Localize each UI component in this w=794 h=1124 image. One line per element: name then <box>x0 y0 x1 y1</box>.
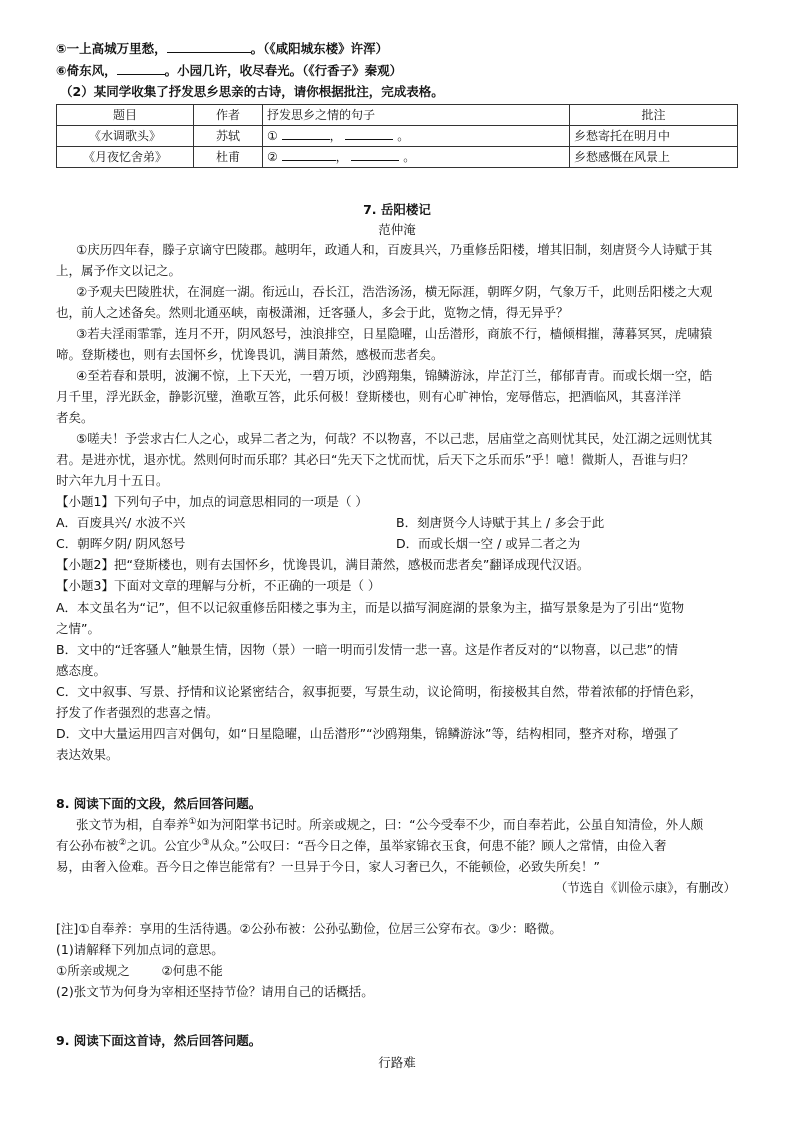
text-line: 张文节为相，自奉养①如为河阳掌书记时。所亲或规之，曰：“公今受奉不少，而自奉若此，公虽自知清俭，外人颇 <box>76 816 704 832</box>
text-line: 君。是进亦忧，退亦忧。然则何时而乐耶？其必曰“先天下之忧而忧，后天下之乐而乐”乎！噫！微斯人，吾谁与归？ <box>56 452 694 467</box>
answer-option-line: 抒发了作者强烈的悲喜之情。 <box>56 705 219 720</box>
question-2-prompt: （2）某同学收集了抒发思乡思亲的古诗，请你根据批注，完成表格。 <box>60 84 444 99</box>
subquestion-3: 【小题3】下面对文章的理解与分析，不正确的一项是（ ） <box>56 578 381 593</box>
header-author: 作者 <box>194 105 263 126</box>
cell-note: 乡愁感慨在风景上 <box>570 147 738 168</box>
text-line: ②予观夫巴陵胜状，在洞庭一湖。衔远山，吞长江，浩浩汤汤，横无际涯，朝晖夕阴，气象万千，此则岳阳楼之大观 <box>76 284 713 299</box>
cell-title: 《月夜忆舍弟》 <box>57 147 194 168</box>
text-line: 有公孙布被②之讥。公宜少③从众。”公叹曰：“吾今日之俸，虽举家锦衣玉食，何患不能？顾人之常情，由俭入奢 <box>56 837 667 853</box>
table-row <box>57 147 738 168</box>
text-line: 月千里，浮光跃金，静影沉璧，渔歌互答，此乐何极！登斯楼也，则有心旷神怡，宠辱偕忘，把酒临风，其喜洋洋 <box>56 389 682 404</box>
answer-blank[interactable] <box>117 62 165 75</box>
answer-option-line: 表达效果。 <box>56 747 119 762</box>
header-title: 题目 <box>57 105 194 126</box>
subquestion-1: (1)请解释下列加点词的意思。 <box>56 942 224 957</box>
text-line: ③若夫淫雨霏霏，连月不开，阴风怒号，浊浪排空，日星隐曜，山岳潜形，商旅不行，樯倾楫摧，薄暮冥冥，虎啸猿 <box>76 326 713 341</box>
fill-in-line-5: ⑤一上高城万里愁， 。（《咸阳城东楼》许浑） <box>56 41 389 56</box>
text-line: ④至若春和景明，波澜不惊，上下天光，一碧万顷，沙鸥翔集，锦鳞游泳，岸芷汀兰，郁郁青青。而或长烟一空，皓 <box>76 368 713 383</box>
table-header-row <box>57 105 738 126</box>
answer-blank[interactable] <box>282 148 336 161</box>
cell-sentence: ② ， 。 <box>263 147 570 168</box>
text-line: 啼。登斯楼也，则有去国怀乡，忧谗畏讥，满目萧然，感极而悲者矣。 <box>56 347 444 362</box>
text-line: ⑤嗟夫！予尝求古仁人之心，或异二者之为，何哉？不以物喜，不以己悲，居庙堂之高则忧其民，处江湖之远则忧其 <box>76 431 713 446</box>
subquestion-1: 【小题1】下列句子中，加点的词意思相同的一项是（ ） <box>56 494 368 509</box>
q8-heading: 8. 阅读下面的文段，然后回答问题。 <box>56 796 262 811</box>
answer-blank[interactable] <box>282 127 330 140</box>
text-line: 也，前人之述备矣。然则北通巫峡，南极潇湘，迁客骚人，多会于此，览物之情，得无异乎？ <box>56 305 569 320</box>
text-line: 易，由奢入俭难。吾今日之俸岂能常有？一旦异于今日，家人习奢已久，不能顿俭，必致失所矣！” <box>56 859 600 874</box>
option-b[interactable]: B．刻唐贤今人诗赋于其上 / 多会于此 <box>396 515 605 530</box>
header-sentence: 抒发思乡之情的句子 <box>263 105 570 126</box>
answer-option-line[interactable]: B．文中的“迁客骚人”触景生情，因物（景）一暗一明而引发情一悲一喜。这是作者反对的“以物喜，以己悲”的情 <box>56 642 678 657</box>
subquestion-2: 【小题2】把“登斯楼也，则有去国怀乡，忧谗畏讥，满目萧然，感极而悲者矣”翻译成现代汉语。 <box>56 557 590 572</box>
option-c[interactable]: C．朝晖夕阴/ 阴风怒号 <box>56 536 186 551</box>
cell-author: 苏轼 <box>194 126 263 147</box>
table-row <box>57 126 738 147</box>
text-line: 时六年九月十五日。 <box>56 473 169 488</box>
footnote-marker: ② <box>118 837 127 848</box>
subquestion-1-items: ①所亲或规之 ②何患不能 <box>56 963 223 978</box>
cell-note: 乡愁寄托在明月中 <box>570 126 738 147</box>
answer-option-line: 感态度。 <box>56 663 107 678</box>
subquestion-2: (2)张文节为何身为宰相还坚持节俭？请用自己的话概括。 <box>56 984 374 999</box>
footnote: [注]①自奉养：享用的生活待遇。②公孙布被：公孙弘勤俭，位居三公穿布衣。③少：略微。 <box>56 921 562 936</box>
q7-author: 范仲淹 <box>378 222 416 237</box>
q7-heading: 7. 岳阳楼记 <box>363 202 431 217</box>
source-citation: （节选自《训俭示康》，有删改） <box>554 880 736 895</box>
text-line: 上，属予作文以记之。 <box>56 263 182 278</box>
cell-title: 《水调歌头》 <box>57 126 194 147</box>
text-line: ①庆历四年春，滕子京谪守巴陵郡。越明年，政通人和，百废具兴，乃重修岳阳楼，增其旧制，刻唐贤今人诗赋于其 <box>76 242 713 257</box>
q9-heading: 9. 阅读下面这首诗，然后回答问题。 <box>56 1033 262 1048</box>
header-note: 批注 <box>570 105 738 126</box>
cell-author: 杜甫 <box>194 147 263 168</box>
answer-blank[interactable] <box>167 40 251 53</box>
poem-table <box>56 104 738 168</box>
answer-option-line[interactable]: C．文中叙事、写景、抒情和议论紧密结合，叙事扼要，写景生动，议论简明，衔接极其自然，带着浓郁的抒情色彩， <box>56 684 703 699</box>
answer-option-line[interactable]: A．本文虽名为“记”，但不以记叙重修岳阳楼之事为主，而是以描写洞庭湖的景象为主，描写景象是为了引出“览物 <box>56 600 684 615</box>
answer-blank[interactable] <box>345 127 393 140</box>
option-d[interactable]: D．而或长烟一空 / 或异二者之为 <box>396 536 581 551</box>
footnote-marker: ① <box>188 816 197 827</box>
poem-title: 行路难 <box>378 1055 416 1070</box>
fill-in-line-6: ⑥倚东风， 。小园几许，收尽春光。（《行香子》秦观） <box>56 63 403 78</box>
answer-blank[interactable] <box>351 148 399 161</box>
text-line: 者矣。 <box>56 410 94 425</box>
cell-sentence: ① ， 。 <box>263 126 570 147</box>
answer-option-line[interactable]: D．文中大量运用四言对偶句，如“日星隐曜，山岳潜形”“沙鸥翔集，锦鳞游泳”等，结构相同，整齐对称，增强了 <box>56 726 680 741</box>
answer-option-line: 之情”。 <box>56 621 100 636</box>
option-a[interactable]: A．百废具兴/ 水波不兴 <box>56 515 186 530</box>
footnote-marker: ③ <box>201 837 210 848</box>
